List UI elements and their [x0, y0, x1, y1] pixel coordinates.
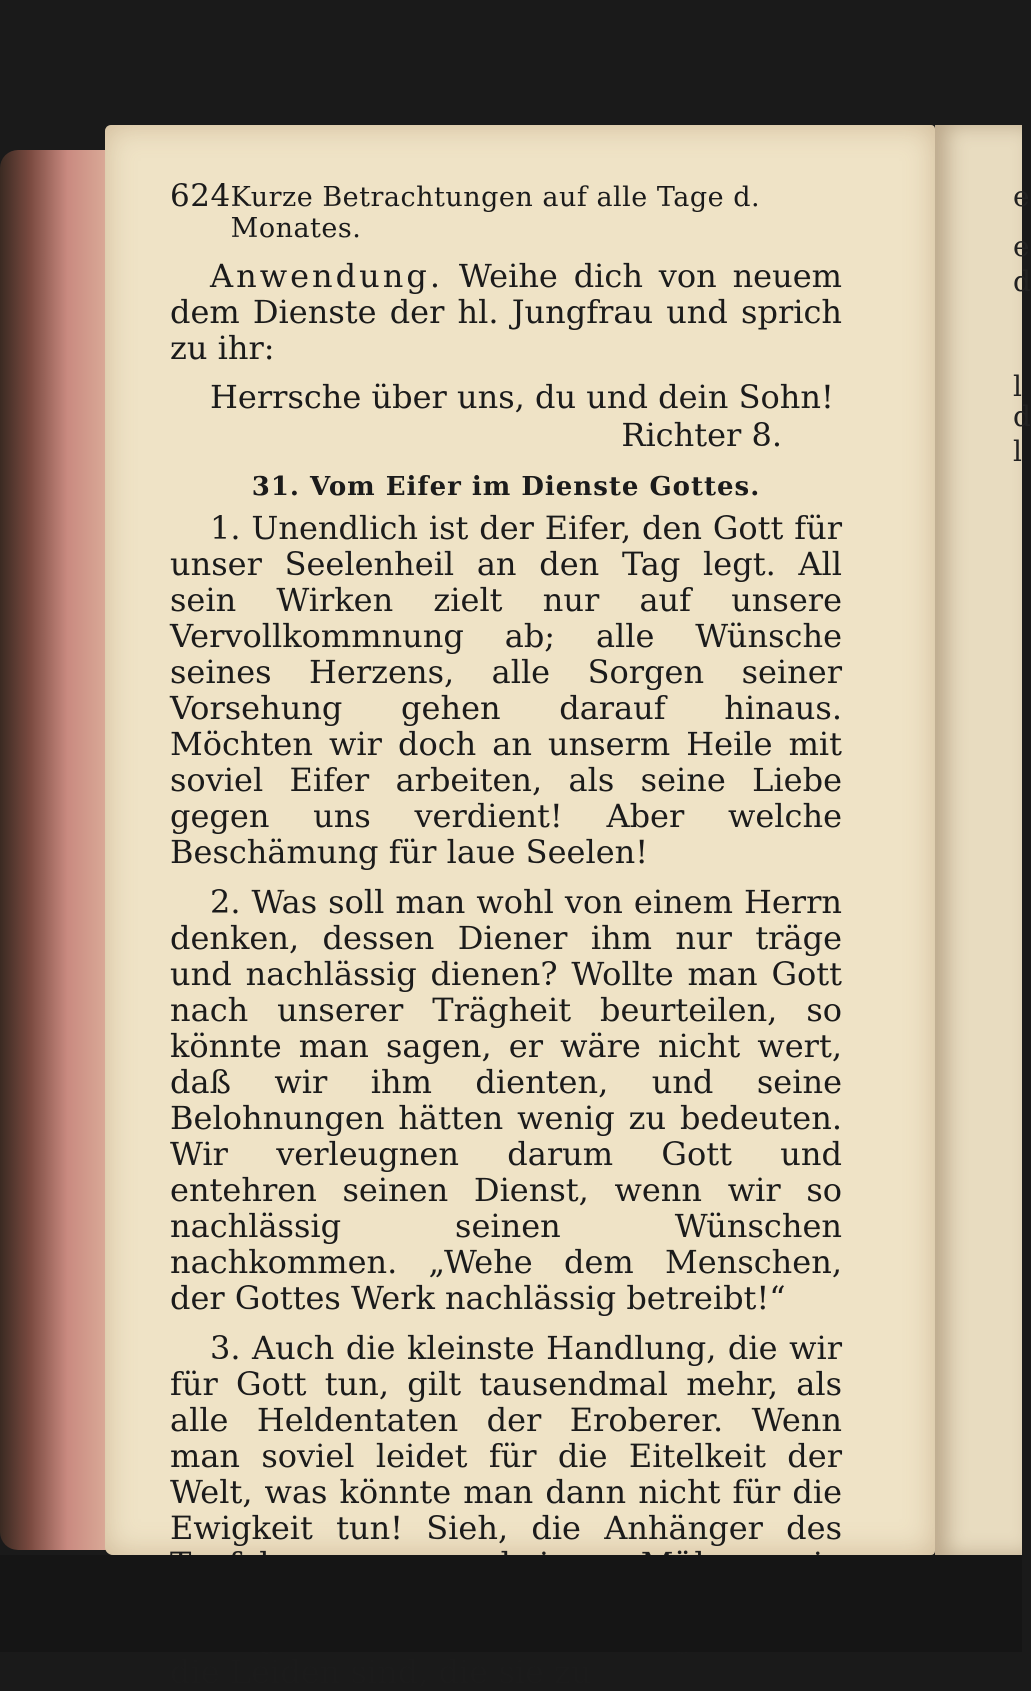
paragraph-1: 1. Unendlich ist der Eifer, den Gott für unser Seelenheil an den Tag legt. All sein Wirken zielt nur auf unsere Vervollkommnung ab; alle Wünsche seines Herzens, alle Sorgen seiner Vorsehung gehen darauf hinaus. Möchten wir doch an unserm Heile mit soviel Eifer arbeiten, als seine Liebe gegen uns verdient! Aber welche Beschämung für laue Seelen! — [170, 509, 842, 871]
paragraph-3: 3. Auch die kleinste Handlung, die wir für Gott tun, gilt tausendmal mehr, als alle Heldentaten der Eroberer. Wenn man soviel leidet für die Eitelkeit der Welt, was könnte man dann nicht für die Ewigkeit tun! Sieh, die Anhänger des die Leiden sind, die sie zu — [170, 1329, 842, 1691]
quote-text: Herrsche über uns, du und dein Sohn! — [210, 378, 834, 416]
application-label: Anwendung. — [210, 257, 444, 295]
facing-page-fragment: d — [1013, 265, 1031, 298]
facing-page-fragment: l — [1013, 370, 1022, 403]
page-header — [170, 178, 842, 244]
facing-page-fragment: e — [1013, 230, 1030, 263]
application-paragraph — [170, 258, 842, 366]
paragraph-2: 2. Was soll man wohl von einem Herrn denken, dessen Diener ihm nur träge und nachlässig dienen? Wollte man Gott nach unserer Trägheit beurteilen, so könnte man sagen, er wäre nicht wert, daß wir ihm dienten, und seine Belohnungen hätten wenig zu bedeuten. Wir verleugnen darum Gott und entehren seinen Dienst, wenn wir so nachlässig seinen Wünschen nachkommen. „Wehe dem Menschen, der Gottes Werk nachlässig betreibt!“ — [170, 883, 842, 1317]
page-content — [170, 178, 842, 1690]
facing-page — [935, 125, 1031, 1555]
facing-page-fragment: d — [1013, 400, 1031, 433]
section-title: 31. Vom Eifer im Dienste Gottes. — [251, 472, 761, 502]
background-shadow — [0, 1555, 1022, 1652]
application-text: Weihe dich von neuem dem Dienste der hl. Jungfrau und sprich zu ihr: — [170, 257, 843, 367]
facing-page-fragment: e — [1013, 180, 1030, 213]
page-number: 624 — [170, 178, 231, 214]
running-head: Kurze Betrachtungen auf alle Tage d. Monates. — [230, 182, 761, 244]
quote-reference: Richter 8. — [621, 416, 782, 454]
facing-page-fragment: l — [1013, 435, 1022, 468]
